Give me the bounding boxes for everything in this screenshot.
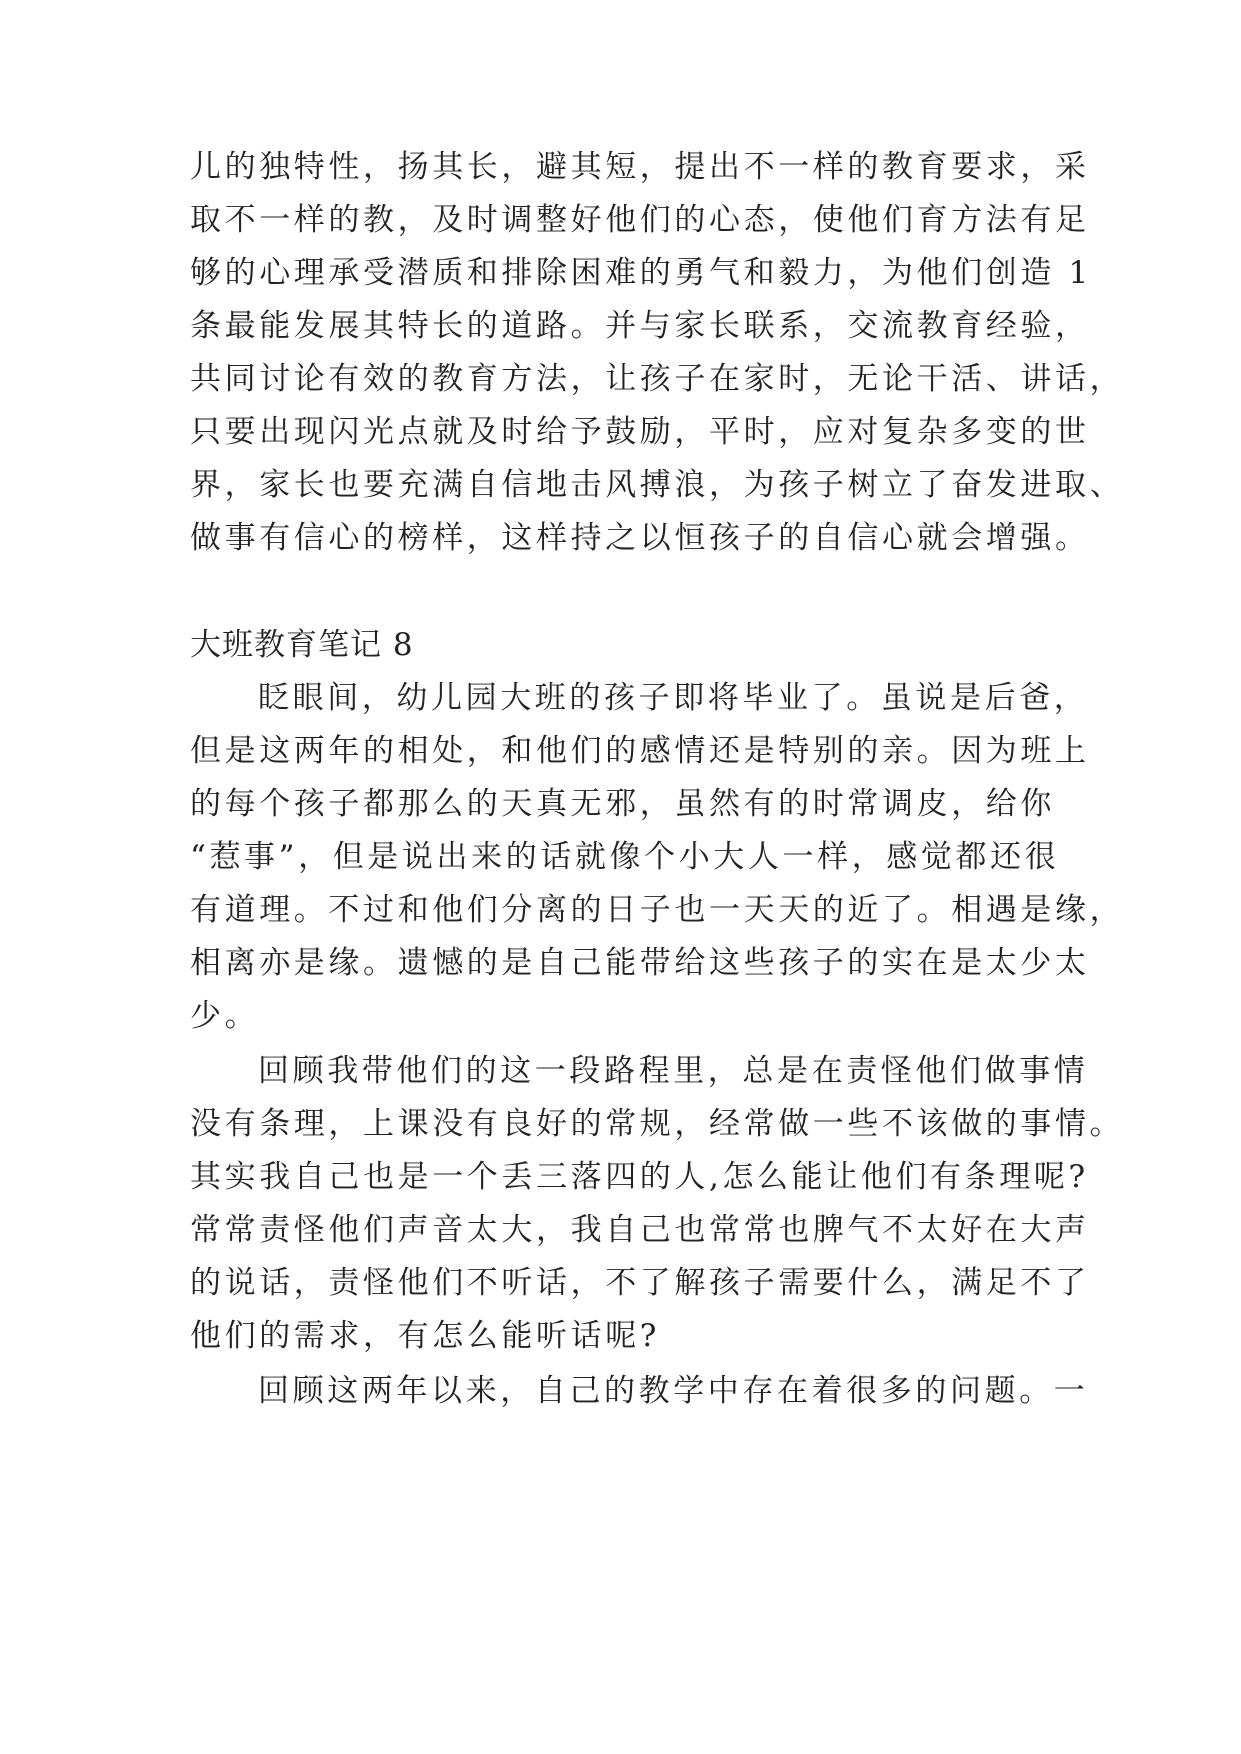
text-line: “惹事”，但是说出来的话就像个小大人一样，感觉都还很 xyxy=(190,839,1060,875)
text-line: 常常责怪他们声音太大，我自己也常常也脾气不太好在大声 xyxy=(190,1212,1090,1248)
text-line: 其实我自己也是一个丢三落四的人,怎么能让他们有条理呢? xyxy=(190,1159,1089,1195)
text-line: 眨眼间，幼儿园大班的孩子即将毕业了。虽说是后爸， xyxy=(258,680,1089,716)
text-line: 没有条理，上课没有良好的常规，经常做一些不该做的事情。 xyxy=(190,1106,1125,1142)
text-line: 回顾我带他们的这一段路程里，总是在责怪他们做事情 xyxy=(258,1053,1089,1089)
section-heading: 大班教育笔记 8 xyxy=(190,627,414,663)
text-line: 共同讨论有效的教育方法，让孩子在家时，无论干活、讲话， xyxy=(190,361,1125,397)
text-line: 少。 xyxy=(190,998,260,1034)
text-line: 有道理。不过和他们分离的日子也一天天的近了。相遇是缘， xyxy=(190,892,1125,928)
text-line: 的每个孩子都那么的天真无邪，虽然有的时常调皮，给你 xyxy=(190,786,1055,822)
text-line: 只要出现闪光点就及时给予鼓励，平时，应对复杂多变的世 xyxy=(190,414,1090,450)
text-line: 儿的独特性，扬其长，避其短，提出不一样的教育要求，采 xyxy=(190,149,1090,185)
text-line: 相离亦是缘。遗憾的是自己能带给这些孩子的实在是太少太 xyxy=(190,945,1090,981)
text-line: 做事有信心的榜样，这样持之以恒孩子的自信心就会增强。 xyxy=(190,520,1090,556)
text-line: 的说话，责怪他们不听话，不了解孩子需要什么，满足不了 xyxy=(190,1265,1090,1301)
text-line: 回顾这两年以来，自己的教学中存在着很多的问题。一 xyxy=(258,1373,1089,1409)
text-line: 界，家长也要充满自信地击风搏浪，为孩子树立了奋发进取、 xyxy=(190,467,1125,503)
text-line: 够的心理承受潜质和排除困难的勇气和毅力，为他们创造 1 xyxy=(190,255,1092,291)
text-line: 但是这两年的相处，和他们的感情还是特别的亲。因为班上 xyxy=(190,733,1090,769)
text-line: 他们的需求，有怎么能听话呢? xyxy=(190,1318,661,1354)
text-line: 条最能发展其特长的道路。并与家长联系，交流教育经验， xyxy=(190,308,1090,344)
text-line: 取不一样的教，及时调整好他们的心态，使他们育方法有足 xyxy=(190,202,1090,238)
